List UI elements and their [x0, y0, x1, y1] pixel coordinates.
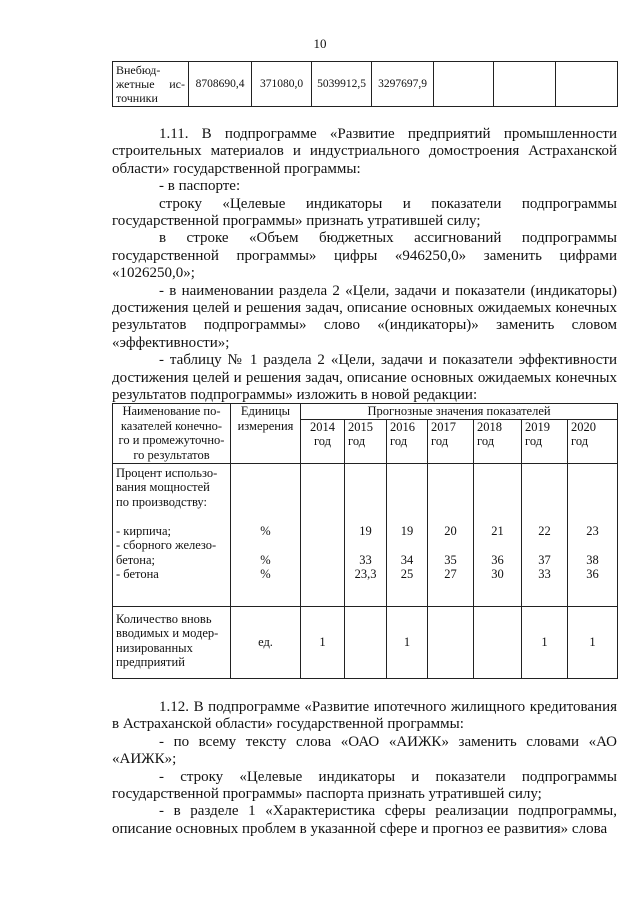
value-line: 36	[586, 567, 599, 581]
year-suffix: год	[313, 434, 332, 448]
header-line: го результатов	[133, 447, 210, 462]
paragraph: - по всему тексту слова «ОАО «АИЖК» заменить словами «АО «АИЖК»;	[112, 733, 617, 768]
value-line	[304, 553, 341, 568]
year-suffix: год	[477, 434, 495, 448]
unit-line	[234, 480, 297, 495]
row-name-line: Процент использо-	[116, 465, 218, 480]
row-name-line	[116, 509, 227, 524]
value-line: 22	[538, 523, 551, 538]
paragraph: строку «Целевые индикаторы и показатели подпрограммы государственной программы» признать утратившей силу;	[112, 195, 617, 230]
value-cell	[474, 606, 522, 678]
row-name-line: - кирпича;	[116, 523, 171, 538]
value-line	[348, 480, 383, 495]
value-line	[525, 495, 564, 510]
value-line	[525, 480, 564, 495]
year-label: 2020	[571, 419, 596, 434]
units-cell: ед.	[231, 606, 301, 678]
row-name-line: низированных	[116, 640, 193, 655]
value-line	[431, 466, 470, 481]
row-name-line: вания мощностей	[116, 480, 210, 494]
table-row	[113, 62, 618, 107]
year-label: 2018	[477, 419, 502, 434]
unit-line	[234, 495, 297, 510]
value-line: 38	[586, 552, 599, 567]
value-cell: 1	[387, 606, 428, 678]
value-line	[571, 466, 614, 481]
value-line	[477, 466, 518, 481]
header-line: Единицы	[240, 404, 291, 418]
values-cell	[428, 463, 474, 606]
values-cell	[568, 463, 618, 606]
paragraph: - в наименовании раздела 2 «Цели, задачи и показатели (индикаторы) достижения целей и решения задач, описание основных ожидаемых конечных результатов подпрограммы» слово «(индикаторы)» заменить словом «эффективности»;	[112, 282, 617, 351]
value-line: 19	[359, 523, 372, 538]
section-1-12	[112, 699, 617, 838]
value-line	[390, 538, 424, 553]
year-label: 2016	[390, 419, 415, 434]
value-cell	[428, 606, 474, 678]
paragraph: в строке «Объем бюджетных ассигнований подпрограммы государственной программы» цифры «946250,0» заменить цифрами «1026250,0»;	[112, 230, 617, 282]
value-line	[304, 480, 341, 495]
unit-line: %	[260, 552, 271, 567]
row-name-cell	[113, 606, 231, 678]
top-table-fragment	[112, 61, 618, 107]
paragraph: - таблицу № 1 раздела 2 «Цели, задачи и показатели эффективности достижения целей и решения задач, описание основных ожидаемых конечных результатов подпрограммы» изложить в новой редакции:	[112, 352, 617, 404]
value-cell	[434, 62, 494, 107]
row-name-cell	[113, 463, 231, 606]
value-line	[431, 480, 470, 495]
unit-line	[234, 538, 297, 553]
value-line: 37	[538, 552, 551, 567]
value-line	[348, 509, 383, 524]
value-line	[571, 509, 614, 524]
indicators-table	[112, 403, 618, 679]
value-line	[304, 509, 341, 524]
value-line: 20	[444, 523, 457, 538]
label-line: жетные ис-	[116, 77, 185, 91]
paragraph: 1.12. В подпрограмме «Развитие ипотечного жилищного кредитования в Астраханской области» государственной программы:	[112, 699, 617, 733]
year-suffix: год	[571, 434, 589, 448]
value-line	[390, 509, 424, 524]
section-1-11	[112, 126, 617, 405]
year-cell	[301, 419, 345, 463]
value-line	[304, 466, 341, 481]
header-line: казателей конечно-	[120, 418, 223, 433]
header-row	[113, 404, 618, 420]
value-line: 25	[400, 567, 414, 581]
value-line	[525, 466, 564, 481]
value-line: 36	[491, 552, 504, 567]
year-label: 2014	[310, 419, 335, 434]
year-suffix: год	[390, 434, 408, 448]
year-cell	[522, 419, 568, 463]
value-line	[304, 538, 341, 553]
value-line	[477, 509, 518, 524]
value-line	[571, 480, 614, 495]
unit-line	[234, 509, 297, 524]
value-cell: 371080,0	[252, 62, 312, 107]
value-line	[390, 495, 424, 510]
row-name-line: предприятий	[116, 655, 185, 669]
year-cell	[568, 419, 618, 463]
value-line	[477, 480, 518, 495]
row-name-line: бетона;	[116, 552, 156, 567]
value-line	[431, 495, 470, 510]
year-suffix: год	[431, 434, 449, 448]
value-line	[348, 538, 383, 553]
label-line: Внебюд-	[116, 63, 161, 77]
table-row	[113, 463, 618, 606]
value-cell: 1	[568, 606, 618, 678]
row-label	[113, 62, 189, 107]
value-line	[571, 495, 614, 510]
page-number: 10	[313, 36, 327, 51]
value-line: 23	[586, 523, 599, 538]
values-cell	[387, 463, 428, 606]
value-line: 30	[491, 567, 504, 581]
value-line: 35	[444, 552, 457, 567]
paragraph: - в разделе 1 «Характеристика сферы реализации подпрограммы, описание основных проблем в указанной сфере и прогноз ее развития» слова	[112, 803, 617, 837]
header-units-cell	[231, 404, 301, 464]
year-cell	[387, 419, 428, 463]
year-suffix: год	[348, 434, 366, 448]
values-cell	[345, 463, 387, 606]
paragraph: - строку «Целевые индикаторы и показатели подпрограммы государственной программы» паспорта признать утратившей силу;	[112, 768, 617, 803]
value-line	[304, 567, 341, 582]
value-line	[477, 538, 518, 553]
value-line	[477, 495, 518, 510]
value-line: 21	[491, 523, 504, 538]
value-line	[571, 538, 614, 553]
value-line: 27	[444, 567, 457, 581]
year-suffix: год	[525, 434, 543, 448]
value-line	[304, 524, 341, 539]
values-cell	[301, 463, 345, 606]
header-name-cell	[113, 404, 231, 464]
value-cell	[345, 606, 387, 678]
year-label: 2015	[348, 419, 373, 434]
year-label: 2017	[431, 419, 456, 434]
paragraph: - в паспорте:	[159, 178, 241, 195]
value-cell	[556, 62, 618, 107]
label-line: точники	[116, 91, 158, 105]
paragraph: 1.11. В подпрограмме «Развитие предприятий промышленности строительных материалов и индустриального домостроения Астраханской области» государственной программы:	[112, 126, 617, 177]
values-cell	[474, 463, 522, 606]
value-cell: 5039912,5	[312, 62, 372, 107]
units-cell	[231, 463, 301, 606]
value-cell: 1	[301, 606, 345, 678]
value-line: 33	[359, 552, 372, 567]
table-row	[113, 606, 618, 678]
value-line	[431, 538, 470, 553]
unit-line: %	[260, 523, 271, 538]
year-cell	[428, 419, 474, 463]
header-forecast-cell: Прогнозные значения показателей	[301, 404, 618, 420]
value-line: 19	[400, 523, 414, 538]
row-name-line: вводимых и модер-	[116, 626, 219, 640]
value-line	[348, 466, 383, 481]
value-line: 23,3	[354, 567, 377, 581]
value-line	[390, 466, 424, 481]
year-cell	[345, 419, 387, 463]
value-cell	[494, 62, 556, 107]
value-line	[348, 495, 383, 510]
row-name-line: - сборного железо-	[116, 538, 217, 552]
value-line	[525, 509, 564, 524]
row-name-line: Количество вновь	[116, 611, 212, 626]
values-cell	[522, 463, 568, 606]
value-cell: 3297697,9	[372, 62, 434, 107]
unit-line: %	[260, 567, 271, 581]
year-label: 2019	[525, 419, 550, 434]
value-cell: 8708690,4	[189, 62, 252, 107]
header-line: Наименование по-	[122, 404, 221, 418]
year-cell	[474, 419, 522, 463]
value-line	[525, 538, 564, 553]
header-line: измерения	[237, 418, 294, 433]
value-line: 33	[538, 567, 551, 581]
unit-line	[234, 466, 297, 481]
value-line	[390, 480, 424, 495]
header-line: го и промежуточно-	[118, 433, 225, 447]
value-cell: 1	[522, 606, 568, 678]
value-line	[304, 495, 341, 510]
value-line	[431, 509, 470, 524]
value-line: 34	[400, 552, 414, 567]
row-name-line: - бетона	[116, 567, 159, 581]
row-name-line: по производству:	[116, 494, 207, 509]
